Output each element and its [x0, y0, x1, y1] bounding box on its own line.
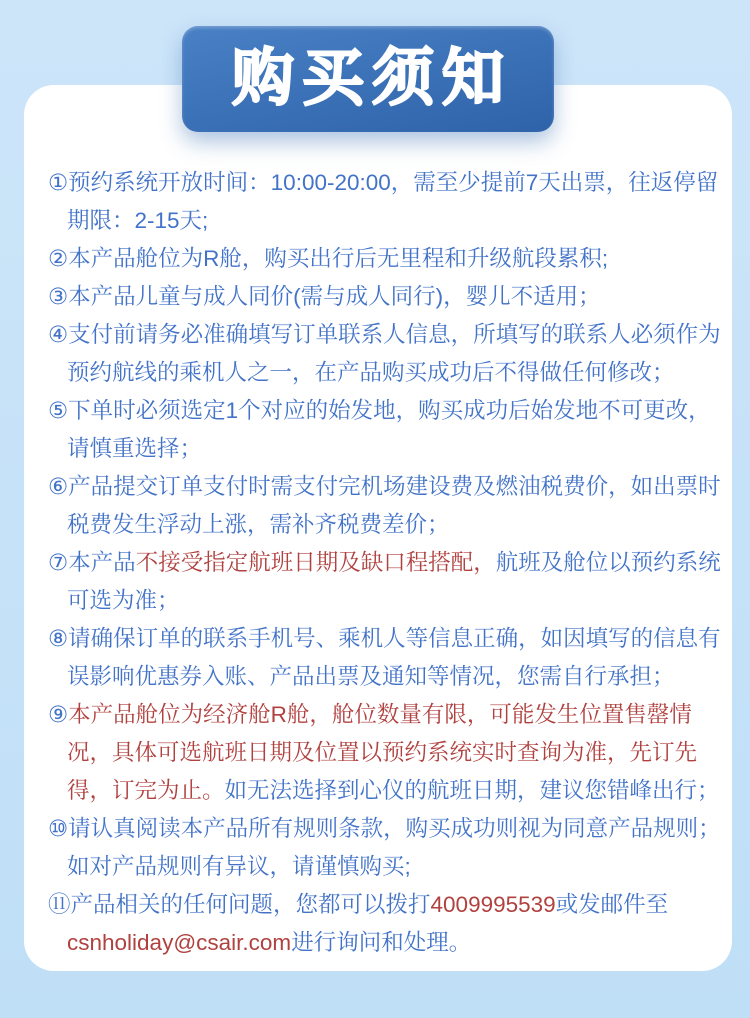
- item-text-segment: 预约系统开放时间：10:00-20:00，需至少提前7天出票，往返停留期限：2-15天;: [67, 170, 719, 233]
- notice-item: [48, 164, 724, 240]
- notice-item: [48, 392, 724, 468]
- notice-list: [48, 164, 724, 962]
- item-text-segment: 支付前请务必准确填写订单联系人信息，所填写的联系人必须作为预约航线的乘机人之一，在产品购买成功后不得做任何修改；: [67, 322, 721, 385]
- item-number: ③: [48, 284, 69, 309]
- item-number: ①: [48, 170, 69, 195]
- item-text-segment: 本产品: [68, 550, 136, 575]
- item-number: ⑪: [48, 892, 71, 917]
- item-number: ⑧: [48, 626, 69, 651]
- item-text-segment: 或发邮件至: [555, 892, 669, 917]
- item-number: ④: [48, 322, 69, 347]
- item-number: ⑨: [48, 702, 69, 727]
- notice-item: [48, 544, 724, 620]
- item-text-segment: 如无法选择到心仪的航班日期，建议您错峰出行；: [224, 778, 720, 803]
- item-number: ⑩: [48, 816, 69, 841]
- notice-item: [48, 620, 724, 696]
- notice-item: [48, 886, 724, 962]
- item-text-segment: 不接受指定航班日期及缺口程搭配，: [135, 550, 496, 575]
- item-text-segment: 请认真阅读本产品所有规则条款，购买成功则视为同意产品规则；如对产品规则有异议，请谨慎购买;: [67, 816, 721, 879]
- notice-item: [48, 468, 724, 544]
- title-banner: [182, 26, 554, 132]
- item-number: ⑦: [48, 550, 69, 575]
- item-text-segment: 请确保订单的联系手机号、乘机人等信息正确，如因填写的信息有误影响优惠券入账、产品出票及通知等情况，您需自行承担；: [67, 626, 721, 689]
- page-title: 购买须知: [231, 44, 512, 113]
- item-text-segment: 下单时必须选定1个对应的始发地，购买成功后始发地不可更改，请慎重选择；: [67, 398, 711, 461]
- item-number: ②: [48, 246, 69, 271]
- notice-item: [48, 316, 724, 392]
- item-number: ⑥: [48, 474, 69, 499]
- item-text-segment: 本产品舱位为经济舱R舱，舱位数量有限，可能发生位置售罄情况，具体可选航班日期及位置以预约系统实时查询为准，先订先得，订完为止。: [67, 702, 698, 803]
- item-text-segment: 4009995539: [430, 892, 556, 917]
- item-number: ⑤: [48, 398, 69, 423]
- item-text-segment: csnholiday@csair.com: [67, 930, 292, 955]
- notice-item: [48, 696, 724, 810]
- item-text-segment: 本产品儿童与成人同价(需与成人同行)，婴儿不适用；: [68, 284, 601, 309]
- item-text-segment: 进行询问和处理。: [291, 930, 472, 955]
- item-text-segment: 本产品舱位为R舱，购买出行后无里程和升级航段累积;: [68, 246, 609, 271]
- item-text-segment: 航班及舱位以预约系统可选为准；: [67, 550, 721, 613]
- notice-item: [48, 278, 724, 316]
- item-text-segment: 产品相关的任何问题，您都可以拨打: [70, 892, 431, 917]
- notice-item: [48, 810, 724, 886]
- item-text-segment: 产品提交订单支付时需支付完机场建设费及燃油税费价，如出票时税费发生浮动上涨，需补齐税费差价；: [67, 474, 721, 537]
- notice-item: [48, 240, 724, 278]
